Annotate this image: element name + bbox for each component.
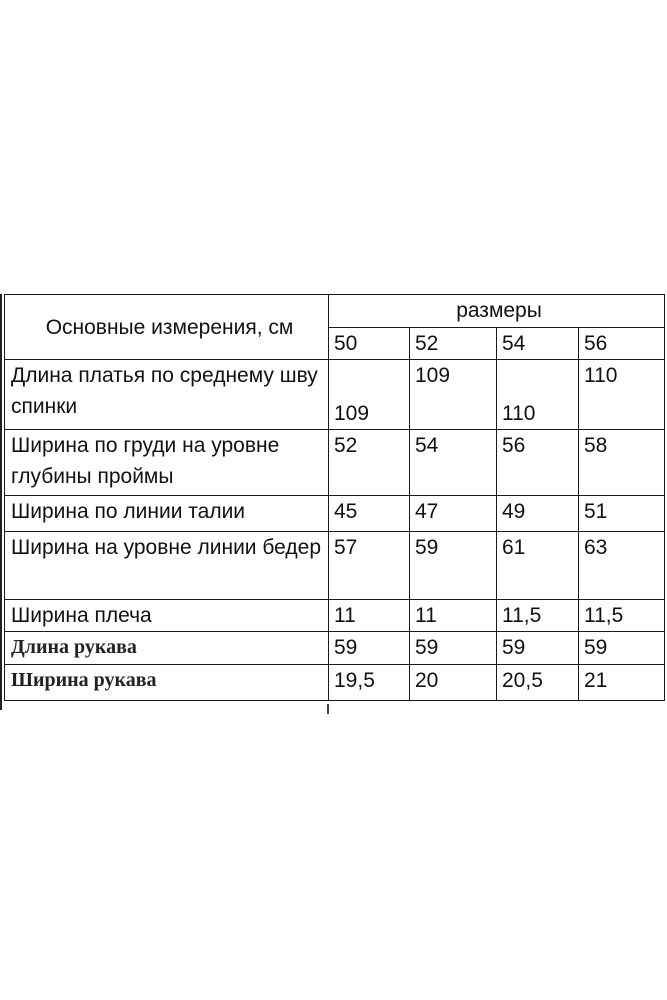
- row-label: Ширина на уровне линии бедер: [5, 532, 329, 600]
- row-label: Ширина рукава: [5, 665, 329, 701]
- row-value: 61: [497, 532, 579, 600]
- row-value: 11: [329, 600, 410, 632]
- row-value: 11,5: [579, 600, 665, 632]
- table-row: [5, 632, 665, 665]
- row-value: 59: [410, 532, 497, 600]
- row-value: 110: [579, 360, 665, 430]
- header-sizes-caption: размеры: [329, 295, 665, 328]
- size-50: 50: [329, 328, 410, 360]
- row-value: 49: [497, 496, 579, 532]
- table-row: [5, 360, 665, 430]
- row-value: 59: [410, 632, 497, 665]
- row-value: 58: [579, 430, 665, 496]
- size-54: 54: [497, 328, 579, 360]
- row-value: 47: [410, 496, 497, 532]
- row-value: 59: [329, 632, 410, 665]
- row-value: 59: [497, 632, 579, 665]
- column-divider-tick: [327, 704, 329, 714]
- row-value: 56: [497, 430, 579, 496]
- size-chart-table: [4, 294, 665, 701]
- header-measurements-title: Основные измерения, см: [5, 295, 329, 360]
- row-value: 54: [410, 430, 497, 496]
- table-row: [5, 532, 665, 600]
- row-label: Длина рукава: [5, 632, 329, 665]
- row-value: 11: [410, 600, 497, 632]
- row-label: Длина платья по среднему шву спинки: [5, 360, 329, 430]
- row-value: 52: [329, 430, 410, 496]
- row-label: Ширина по линии талии: [5, 496, 329, 532]
- row-value: 20,5: [497, 665, 579, 701]
- row-value: 51: [579, 496, 665, 532]
- row-value: 59: [579, 632, 665, 665]
- table-row: [5, 665, 665, 701]
- row-value: 11,5: [497, 600, 579, 632]
- table-row: [5, 430, 665, 496]
- row-value: 19,5: [329, 665, 410, 701]
- row-value: 109: [410, 360, 497, 430]
- row-value: 63: [579, 532, 665, 600]
- row-label: Ширина по груди на уровне глубины проймы: [5, 430, 329, 496]
- row-value: 109: [329, 360, 410, 430]
- table-row: [5, 600, 665, 632]
- left-border-line: [0, 294, 2, 710]
- row-label: Ширина плеча: [5, 600, 329, 632]
- table-row: [5, 496, 665, 532]
- table-header-row: [5, 295, 665, 328]
- row-value: 110: [497, 360, 579, 430]
- size-52: 52: [410, 328, 497, 360]
- row-value: 20: [410, 665, 497, 701]
- row-value: 21: [579, 665, 665, 701]
- size-56: 56: [579, 328, 665, 360]
- row-value: 57: [329, 532, 410, 600]
- row-value: 45: [329, 496, 410, 532]
